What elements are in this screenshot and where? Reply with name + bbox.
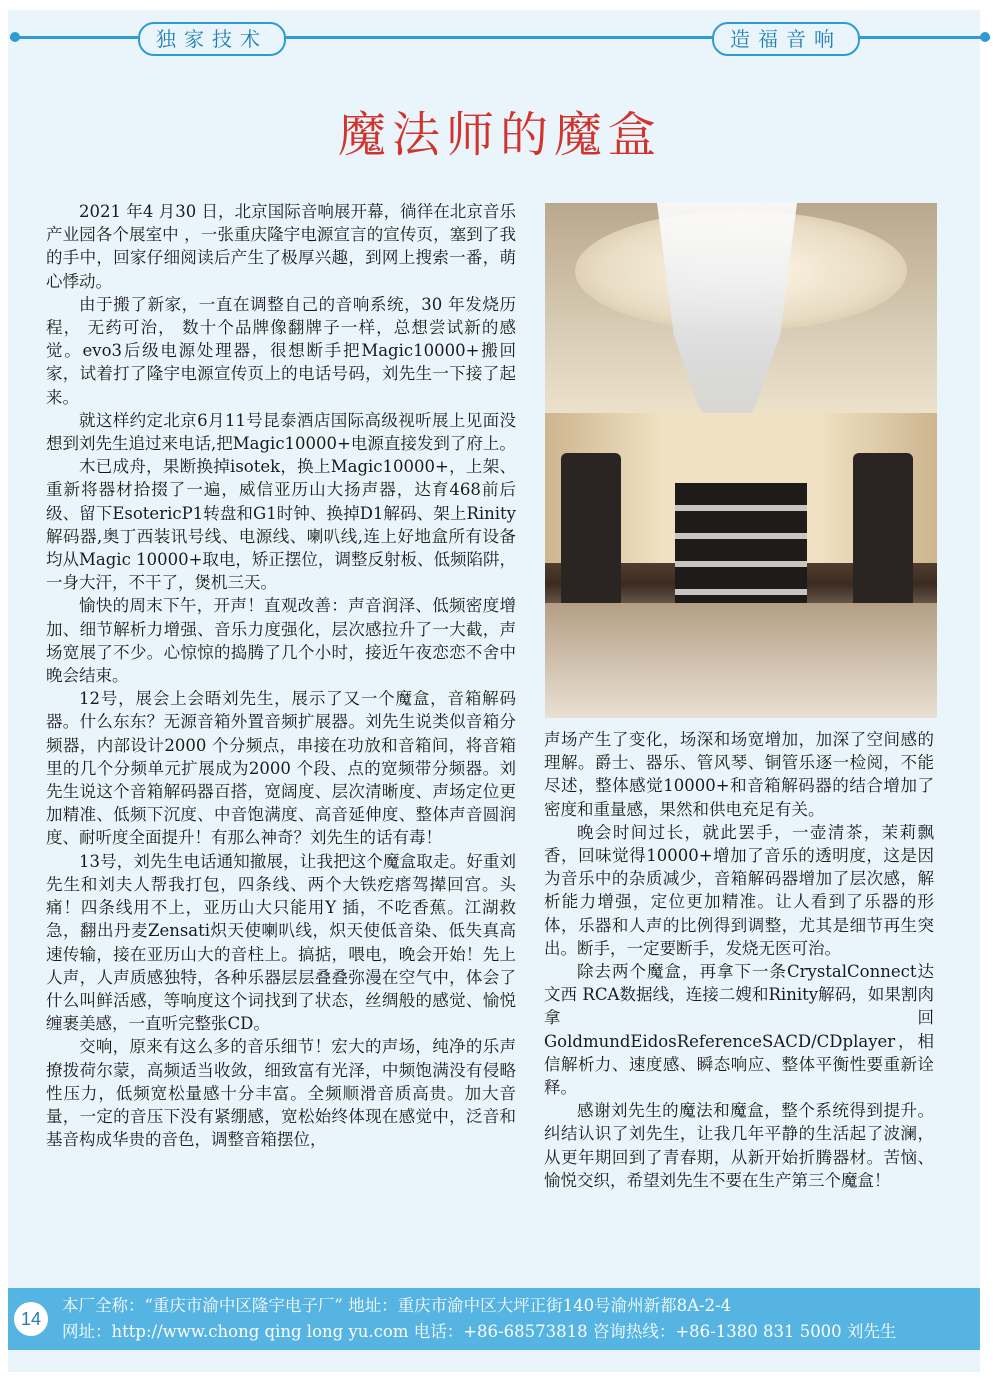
section-tag-left: 独家技术 (138, 22, 286, 56)
article-paragraph: 愉快的周末下午，开声！直观改善：声音润泽、低频密度增加、细节解析力增强、音乐力度强化，层次感拉升了一大截，声场宽展了不少。心惊惊的捣腾了几个小时，接近午夜恋恋不舍中晚会结束。 (46, 596, 516, 686)
page-number: 14 (14, 1302, 48, 1336)
article-paragraph: 晚会时间过长，就此罢手，一壶清茶，茉莉飘香，回味觉得10000+增加了音乐的透明度，这是因为音乐中的杂质减少，音箱解码器增加了层次感，解析能力增强，定位更加精准。让人看到了乐器的形体，乐器和人声的比例得到调整，尤其是细节再生突出。断手，一定要断手，发烧无医可治。 (544, 822, 934, 958)
footer-website-phone: 网址：http://www.chong qing long yu.com 电话：+86-68573818 咨询热线：+86-1380 831 5000 刘先生 (62, 1322, 897, 1341)
article-paragraph: 就这样约定北京6月11号昆泰酒店国际高级视听展上见面没想到刘先生追过来电话,把Magic10000+电源直接发到了府上。 (46, 410, 516, 454)
section-tag-right: 造福音响 (712, 22, 860, 56)
article-paragraph: 2021 年4 月30 日，北京国际音响展开幕，徜徉在北京音乐产业园各个展室中 ，一张重庆隆宇电源宣言的宣传页，塞到了我的手中，回家仔细阅读后产生了极厚兴趣，到网上搜索一番，萌心悸动。 (46, 202, 516, 291)
article-paragraph: 木已成舟，果断换掉isotek，换上Magic10000+，上架、重新将器材拾掇了一遍，威信亚历山大扬声器，达育468前后级、留下EsotericP1转盘和G1时钟、换掉D1解码、架上Rinity解码器,奥丁西装讯号线、电源线、喇叭线,连上好地盒所有设备均从Magic 10000+取电，矫正摆位，调整反射板、低频陷阱，一身大汗，不干了，煲机三天。 (46, 457, 516, 593)
article-paragraph: 13号，刘先生电话通知撤展，让我把这个魔盒取走。好重刘先生和刘夫人帮我打包，四条线、两个大铁疙瘩驾撵回宫。头痛！四条线用不上，亚历山大只能用Y 插，不吃香蕉。江湖救急，翻出丹麦Zensati炽天使喇叭线，炽天使低音染、低失真高速传输，接在亚历山大的音柱上。搞掂，喂电，晚会开始！先上人声，人声质感独特，各种乐器层层叠叠弥漫在空气中，体会了什么叫鲜活感，等响度这个词找到了状态，丝绸般的感觉、愉悦缠裹美感，一直听完整张CD。 (46, 851, 516, 1034)
left-speaker (561, 453, 621, 623)
article-paragraph: 交响，原来有这么多的音乐细节！宏大的声场，纯净的乐声撩拨荷尔蒙，高频适当收敛，细致富有光泽，中频饱满没有侵略性压力，低频宽松量感十分丰富。全频顺滑音质高贵。加大音量，一定的音压下没有紧绷感，宽松始终体现在感觉中，泛音和基音构成华贵的音色，调整音箱摆位， (46, 1037, 516, 1150)
article-paragraph: 12号，展会上会晤刘先生，展示了又一个魔盒，音箱解码器。什么东东？无源音箱外置音频扩展器。刘先生说类似音箱分频器，内部设计2000 个分频点，串接在功放和音箱间，将音箱里的几个分频单元扩展成为2000 个段、点的宽频带分频器。刘先生说这个音箱解码器百搭，宽阔度、层次清晰度、声场定位更加精准、低频下沉度、中音饱满度、高音延伸度、整体声音圆润度、耐听度全面提升！有那么神奇？刘先生的话有毒！ (46, 689, 516, 848)
equipment-rack (675, 483, 807, 603)
article-left-column (46, 200, 516, 1210)
article-right-column (544, 728, 934, 1208)
room-floor (545, 603, 937, 718)
article-paragraph: 除去两个魔盒，再拿下一条CrystalConnect达文西 RCA数据线，连接二嫂和Rinity解码，如果割肉拿回 GoldmundEidosReferenceSACD/CDplayer，相信解析力、速度感、瞬态响应、整体平衡性要重新诠释。 (544, 962, 934, 1098)
article-paragraph: 声场产生了变化，场深和场宽增加，加深了空间感的理解。爵士、器乐、管风琴、铜管乐逐一检阅，不能尽述，整体感觉10000+和音箱解码器的结合增加了密度和重量感，果然和供电充足有关。 (544, 730, 934, 819)
right-speaker (853, 453, 913, 623)
article-paragraph: 感谢刘先生的魔法和魔盒，整个系统得到提升。纠结认识了刘先生，让我几年平静的生活起了波澜，从更年期回到了青春期，从新开始折腾器材。苦恼、愉悦交织，希望刘先生不要在生产第三个魔盒！ (544, 1101, 934, 1190)
article-title: 魔法师的魔盒 (337, 107, 662, 163)
listening-room-photo (545, 203, 937, 718)
chandelier (657, 203, 797, 443)
footer-company-address: 本厂全称：“重庆市渝中区隆宇电子厂” 地址：重庆市渝中区大坪正街140号渝州新都8A-2-4 (62, 1296, 732, 1315)
article-paragraph: 由于搬了新家，一直在调整自己的音响系统，30 年发烧历程， 无药可治， 数十个品牌像翻牌子一样，总想尝试新的感觉。evo3后级电源处理器，很想断手把Magic10000+搬回家，试着打了隆宇电源宣传页上的电话号码，刘先生一下接了起来。 (46, 294, 516, 407)
